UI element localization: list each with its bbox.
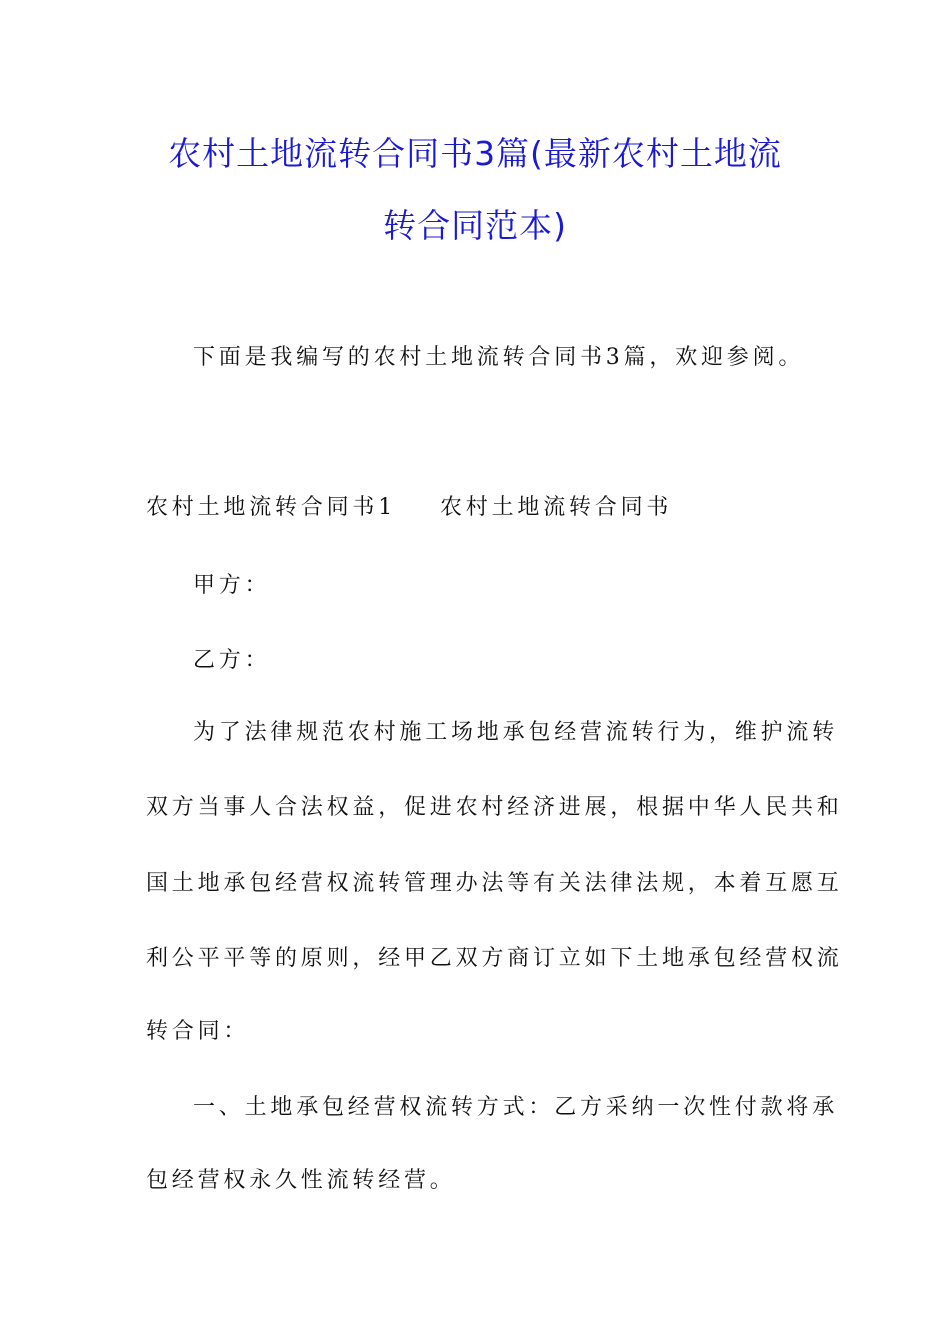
section-title: 农村土地流转合同书: [440, 495, 673, 520]
preamble-line: 双方当事人合法权益，促进农村经济进展，根据中华人民共和: [146, 795, 843, 820]
intro-paragraph: 下面是我编写的农村土地流转合同书3篇，欢迎参阅。: [193, 345, 805, 370]
section-label: 农村土地流转合同书1: [146, 495, 396, 520]
section-heading-row: [146, 494, 672, 522]
clause-1-line: 一、土地承包经营权流转方式：乙方采纳一次性付款将承: [193, 1095, 839, 1120]
preamble-line: 为了法律规范农村施工场地承包经营流转行为，维护流转: [193, 720, 839, 745]
party-b-label: 乙方：: [193, 648, 271, 673]
preamble-line: 国土地承包经营权流转管理办法等有关法律法规，本着互愿互: [146, 871, 843, 896]
preamble-line: 转合同：: [146, 1019, 250, 1044]
preamble-line: 利公平平等的原则，经甲乙双方商订立如下土地承包经营权流: [146, 946, 843, 971]
document-title-line-1: 农村土地流转合同书3篇(最新农村土地流: [168, 134, 782, 173]
party-a-label: 甲方：: [193, 573, 271, 598]
clause-1-line: 包经营权永久性流转经营。: [146, 1168, 456, 1193]
document-title-line-2: 转合同范本): [383, 206, 567, 245]
